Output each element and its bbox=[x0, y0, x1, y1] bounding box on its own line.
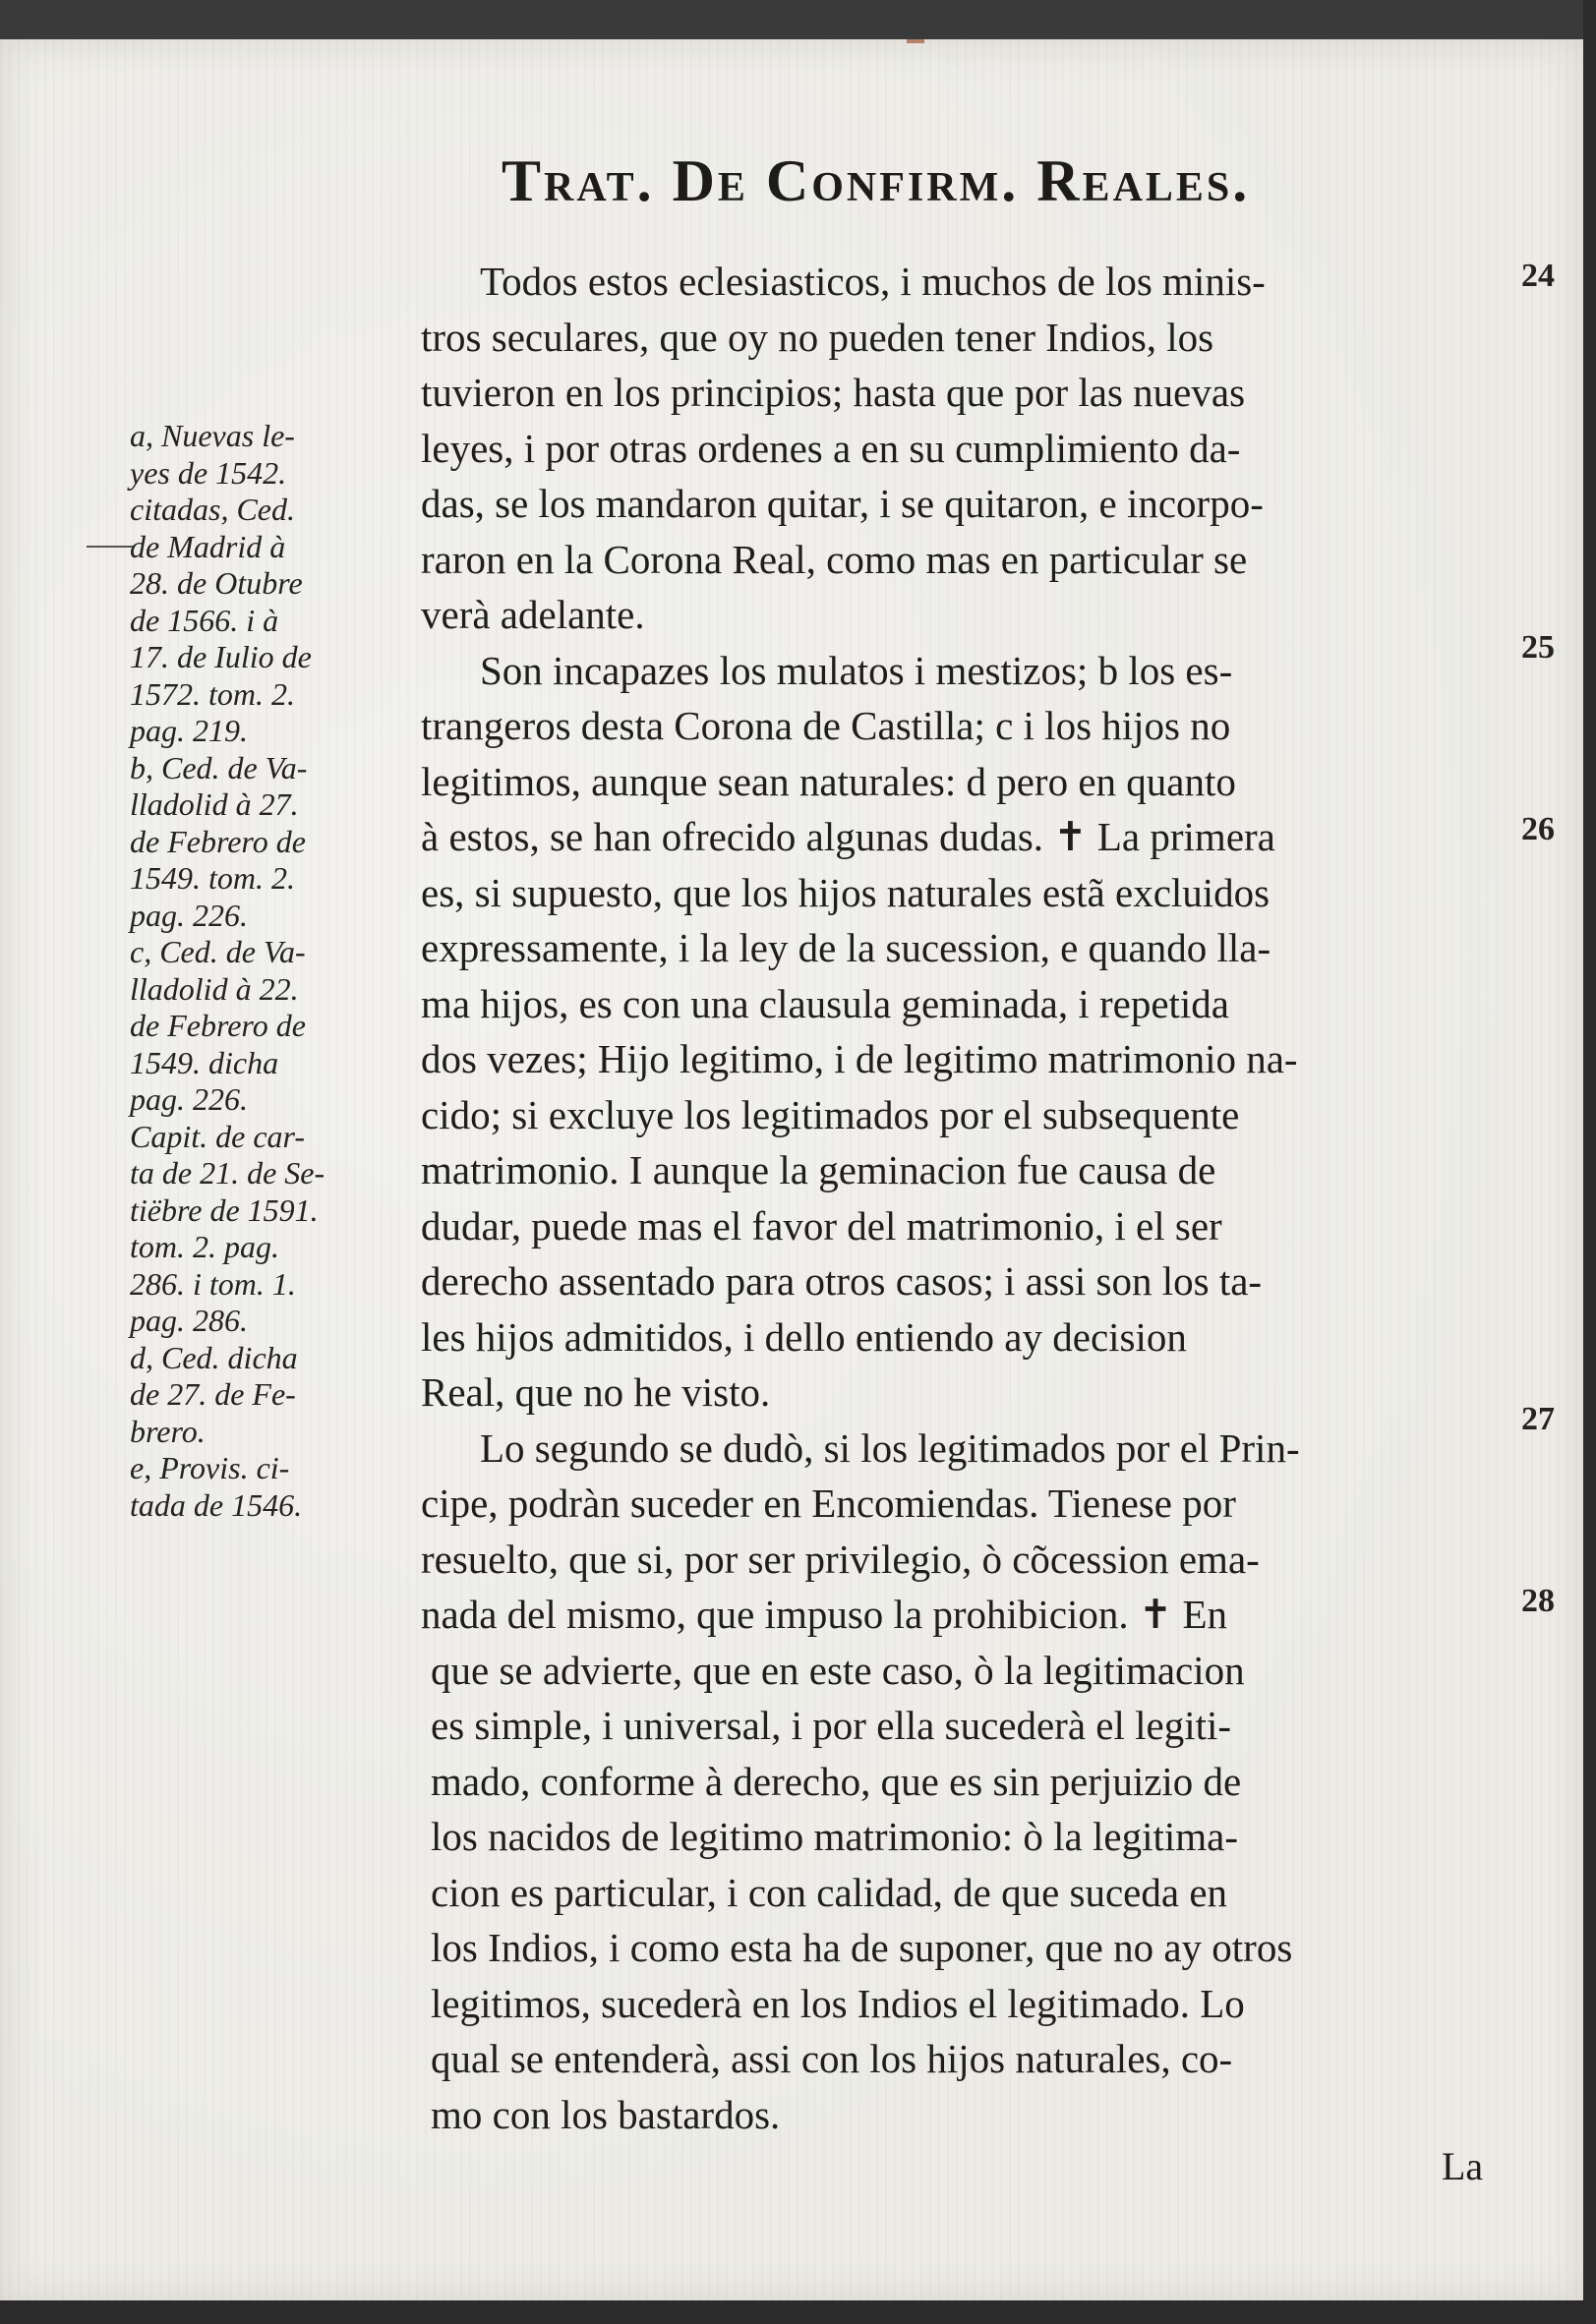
main-text bbox=[421, 254, 1503, 2142]
text-line: qual se entenderà, assi con los hijos naturales, co- bbox=[431, 2036, 1233, 2081]
margin-note-line: pag. 219. bbox=[130, 713, 248, 748]
margin-note-line: 28. de Otubre bbox=[130, 565, 303, 601]
text-line: mado, conforme à derecho, que es sin perjuizio de bbox=[431, 1758, 1242, 1804]
margin-note-line: ta de 21. de Se- bbox=[130, 1155, 325, 1191]
text-line: Lo segundo se dudò, si los legitimados por el Prin- bbox=[480, 1424, 1300, 1471]
text-line: tuvieron en los principios; hasta que por las nuevas bbox=[421, 370, 1246, 415]
text-line: cido; si excluye los legitimados por el subsequente bbox=[421, 1091, 1240, 1137]
margin-note-line: yes de 1542. bbox=[130, 454, 287, 491]
margin-note-line: 286. i tom. 1. bbox=[130, 1265, 296, 1302]
paragraph-number: 27 bbox=[1521, 1401, 1555, 1437]
margin-note-line: b, Ced. de Va- bbox=[130, 749, 308, 785]
margin-note-line: lladolid à 22. bbox=[130, 970, 299, 1007]
text-line: Real, que no he visto. bbox=[421, 1369, 771, 1415]
text-line: cion es particular, i con calidad, de que suceda en bbox=[431, 1869, 1228, 1915]
text-line: mo con los bastardos. bbox=[431, 2091, 781, 2137]
text-line: los nacidos de legitimo matrimonio: ò la legitima- bbox=[431, 1814, 1238, 1859]
paragraph-number: 24 bbox=[1521, 258, 1555, 294]
margin-note-line: tom. 2. pag. bbox=[130, 1229, 279, 1264]
margin-note-line: citadas, Ced. bbox=[130, 492, 295, 527]
text-line: nada del mismo, que impuso la prohibicion. ✝ En bbox=[421, 1592, 1228, 1637]
text-line: Son incapazes los mulatos i mestizos; b los es- bbox=[480, 647, 1233, 693]
margin-note-line: d, Ced. dicha bbox=[130, 1339, 298, 1375]
paragraph-number: 28 bbox=[1521, 1583, 1555, 1619]
margin-note-line: tada de 1546. bbox=[130, 1486, 303, 1523]
margin-note-line: pag. 226. bbox=[130, 897, 248, 933]
paragraph-number: 25 bbox=[1521, 629, 1555, 666]
margin-note-line: 1572. tom. 2. bbox=[130, 675, 295, 712]
text-line: à estos, se han ofrecido algunas dudas. ✝ La primera bbox=[421, 814, 1275, 859]
margin-note-line: de Febrero de bbox=[130, 1008, 306, 1043]
scan-edge bbox=[1583, 0, 1596, 2324]
text-line: derecho assentado para otros casos; i assi son los ta- bbox=[421, 1258, 1263, 1304]
margin-note-line: 1549. tom. 2. bbox=[130, 860, 295, 896]
margin-note-line: tiëbre de 1591. bbox=[130, 1191, 319, 1228]
text-line: das, se los mandaron quitar, i se quitaron, e incorpo- bbox=[421, 481, 1264, 526]
text-line: es simple, i universal, i por ella sucederà el legiti- bbox=[431, 1703, 1232, 1748]
margin-note-line: pag. 226. bbox=[130, 1081, 248, 1117]
margin-note-line: de Madrid à bbox=[130, 528, 286, 564]
margin-note-line: c, Ced. de Va- bbox=[130, 934, 306, 969]
margin-note-line: lladolid à 27. bbox=[130, 786, 299, 822]
text-line: verà adelante. bbox=[421, 592, 645, 637]
margin-note-line: pag. 286. bbox=[130, 1303, 248, 1338]
margin-note-line: Capit. de car- bbox=[130, 1118, 305, 1154]
margin-note-line: de 1566. i à bbox=[130, 602, 279, 638]
text-line: legitimos, sucederà en los Indios el legitimado. Lo bbox=[431, 1980, 1245, 2026]
text-line: Todos estos eclesiasticos, i muchos de los minis- bbox=[480, 259, 1266, 304]
margin-note-line: brero. bbox=[130, 1413, 206, 1449]
margin-note-line: de 27. de Fe- bbox=[130, 1376, 296, 1412]
text-line: es, si supuesto, que los hijos naturales estã excluidos bbox=[421, 869, 1271, 915]
catchword: La bbox=[1442, 2144, 1484, 2188]
text-line: tros seculares, que oy no pueden tener Indios, los bbox=[421, 314, 1214, 360]
text-line: expressamente, i la ley de la sucession, e quando lla- bbox=[421, 925, 1271, 970]
text-line: leyes, i por otras ordenes a en su cumplimiento da- bbox=[421, 425, 1241, 471]
running-header: Trat. De Confirm. Reales. bbox=[502, 148, 1251, 213]
margin-tick bbox=[87, 546, 134, 548]
text-line: legitimos, aunque sean naturales: d pero en quanto bbox=[421, 758, 1236, 804]
scan-bottom-edge bbox=[0, 2300, 1596, 2324]
text-line: cipe, podràn suceder en Encomiendas. Tienese por bbox=[421, 1481, 1236, 1526]
paragraph-number: 26 bbox=[1521, 811, 1555, 847]
text-line: ma hijos, es con una clausula geminada, i repetida bbox=[421, 980, 1230, 1026]
margin-note-line: 1549. dicha bbox=[130, 1044, 279, 1080]
text-line: los Indios, i como esta ha de suponer, que no ay otros bbox=[431, 1925, 1293, 1970]
text-line: dos vezes; Hijo legitimo, i de legitimo matrimonio na- bbox=[421, 1036, 1298, 1081]
margin-note-line: e, Provis. ci- bbox=[130, 1450, 290, 1485]
text-line: resuelto, que si, por ser privilegio, ò cõcession ema- bbox=[421, 1536, 1260, 1582]
margin-note-line: a, Nuevas le- bbox=[130, 418, 295, 453]
margin-note-line: de Febrero de bbox=[130, 823, 306, 859]
margin-notes bbox=[130, 418, 415, 1524]
text-line: dudar, puede mas el favor del matrimonio, i el ser bbox=[421, 1202, 1222, 1249]
text-line: trangeros desta Corona de Castilla; c i los hijos no bbox=[421, 703, 1231, 748]
text-line: que se advierte, que en este caso, ò la legitimacion bbox=[431, 1647, 1245, 1693]
text-line: les hijos admitidos, i dello entiendo ay decision bbox=[421, 1313, 1187, 1360]
text-line: raron en la Corona Real, como mas en particular se bbox=[421, 536, 1248, 582]
margin-note-line: 17. de Iulio de bbox=[130, 639, 312, 674]
red-mark bbox=[907, 39, 924, 43]
text-line: matrimonio. I aunque la geminacion fue causa de bbox=[421, 1147, 1216, 1192]
